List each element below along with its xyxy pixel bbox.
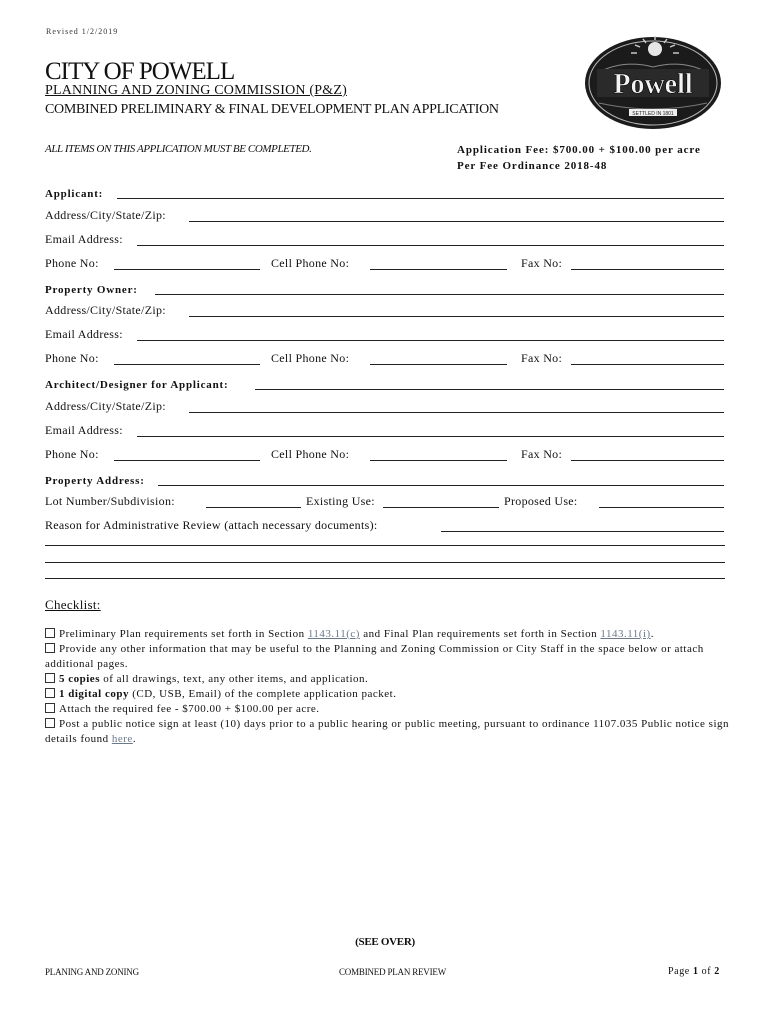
sun-logo-icon [583, 33, 723, 131]
page-number: Page 1 of 2 [668, 966, 720, 977]
applicant-address-field[interactable] [189, 221, 724, 222]
reason-label: Reason for Administrative Review (attach necessary documents): [45, 518, 378, 532]
owner-row [45, 281, 724, 299]
property-address-label: Property Address: [45, 475, 145, 487]
cell-label: Cell Phone No: [271, 447, 350, 461]
owner-address-row [45, 303, 724, 321]
checkbox[interactable] [45, 673, 55, 683]
page-title: CITY OF POWELL [45, 58, 235, 85]
reason-line-4[interactable] [45, 578, 725, 579]
reason-line-2[interactable] [45, 545, 725, 546]
checkbox[interactable] [45, 703, 55, 713]
architect-email-row [45, 423, 724, 441]
owner-field[interactable] [155, 294, 724, 295]
architect-phone-row [45, 447, 724, 465]
address-label: Address/City/State/Zip: [45, 208, 166, 222]
architect-field[interactable] [255, 389, 724, 390]
applicant-phone-field[interactable] [114, 269, 260, 270]
applicant-address-row [45, 208, 724, 226]
owner-cell-field[interactable] [370, 364, 507, 365]
cell-label: Cell Phone No: [271, 351, 350, 365]
proposed-use-field[interactable] [599, 507, 724, 508]
property-address-field[interactable] [158, 485, 724, 486]
architect-email-field[interactable] [137, 436, 724, 437]
architect-address-field[interactable] [189, 412, 724, 413]
applicant-phone-row [45, 256, 724, 274]
completion-note: ALL ITEMS ON THIS APPLICATION MUST BE COMPLETED. [45, 143, 312, 155]
owner-label: Property Owner: [45, 284, 138, 296]
application-fee: Application Fee: $700.00 + $100.00 per acre [457, 144, 701, 156]
fax-label: Fax No: [521, 447, 563, 461]
architect-row [45, 376, 724, 394]
lot-row [45, 494, 724, 512]
reason-row [45, 518, 724, 536]
applicant-email-row [45, 232, 724, 250]
section-1143-11c-link[interactable]: 1143.11(c) [307, 628, 360, 640]
owner-fax-field[interactable] [571, 364, 724, 365]
see-over-note: (SEE OVER) [355, 936, 415, 948]
email-label: Email Address: [45, 327, 123, 341]
architect-fax-field[interactable] [571, 460, 724, 461]
revised-date: Revised 1/2/2019 [46, 27, 119, 36]
applicant-email-field[interactable] [137, 245, 724, 246]
logo-text: Powell [613, 69, 693, 100]
fax-label: Fax No: [521, 351, 563, 365]
owner-email-field[interactable] [137, 340, 724, 341]
architect-phone-field[interactable] [114, 460, 260, 461]
architect-label: Architect/Designer for Applicant: [45, 379, 229, 391]
owner-email-row [45, 327, 724, 345]
checklist-item-digital-copy: 1 digital copy (CD, USB, Email) of the complete application packet. [45, 687, 730, 702]
checkbox[interactable] [45, 718, 55, 728]
email-label: Email Address: [45, 232, 123, 246]
checkbox[interactable] [45, 643, 55, 653]
address-label: Address/City/State/Zip: [45, 399, 166, 413]
checkbox[interactable] [45, 688, 55, 698]
applicant-field[interactable] [117, 198, 724, 199]
existing-use-field[interactable] [383, 507, 499, 508]
commission-name: PLANNING AND ZONING COMMISSION (P&Z) [45, 83, 347, 98]
fax-label: Fax No: [521, 256, 563, 270]
email-label: Email Address: [45, 423, 123, 437]
checklist-item-plan-requirements: Preliminary Plan requirements set forth in Section 1143.11(c) and Final Plan requirements set forth in Section 1143.11(i). [45, 627, 730, 642]
owner-phone-row [45, 351, 724, 369]
applicant-cell-field[interactable] [370, 269, 507, 270]
architect-address-row [45, 399, 724, 417]
checkbox[interactable] [45, 628, 55, 638]
section-1143-11i-link[interactable]: 1143.11(i) [600, 628, 651, 640]
applicant-fax-field[interactable] [571, 269, 724, 270]
checklist-heading: Checklist: [45, 597, 101, 612]
phone-label: Phone No: [45, 351, 99, 365]
lot-label: Lot Number/Subdivision: [45, 494, 175, 508]
footer-form-name: COMBINED PLAN REVIEW [339, 967, 446, 977]
applicant-row [45, 185, 724, 203]
fee-ordinance: Per Fee Ordinance 2018-48 [457, 160, 608, 172]
owner-address-field[interactable] [189, 316, 724, 317]
checklist-item-public-notice: Post a public notice sign at least (10) days prior to a public hearing or public meeting, pursuant to ordinance 1107.035 Public notice sign details found here. [45, 718, 729, 745]
architect-cell-field[interactable] [370, 460, 507, 461]
property-address-row [45, 472, 724, 490]
logo-tagline: SETTLED IN 1801 [632, 111, 674, 117]
address-label: Address/City/State/Zip: [45, 303, 166, 317]
phone-label: Phone No: [45, 256, 99, 270]
owner-phone-field[interactable] [114, 364, 260, 365]
lot-field[interactable] [206, 507, 301, 508]
public-notice-link[interactable]: here [111, 733, 133, 745]
checklist-item-fee: Attach the required fee - $700.00 + $100.00 per acre. [45, 702, 730, 717]
checklist-item-other-info: Provide any other information that may be useful to the Planning and Zoning Commission or City Staff in the space below or attach additional pages. [45, 643, 704, 670]
reason-line-3[interactable] [45, 562, 725, 563]
applicant-label: Applicant: [45, 188, 104, 200]
reason-field[interactable] [441, 531, 724, 532]
cell-label: Cell Phone No: [271, 256, 350, 270]
existing-use-label: Existing Use: [306, 494, 375, 508]
application-title: COMBINED PRELIMINARY & FINAL DEVELOPMENT PLAN APPLICATION [45, 102, 499, 117]
proposed-use-label: Proposed Use: [504, 494, 578, 508]
checklist-item-copies: 5 copies of all drawings, text, any other items, and application. [45, 672, 730, 687]
footer-department: PLANING AND ZONING [45, 967, 139, 977]
phone-label: Phone No: [45, 447, 99, 461]
